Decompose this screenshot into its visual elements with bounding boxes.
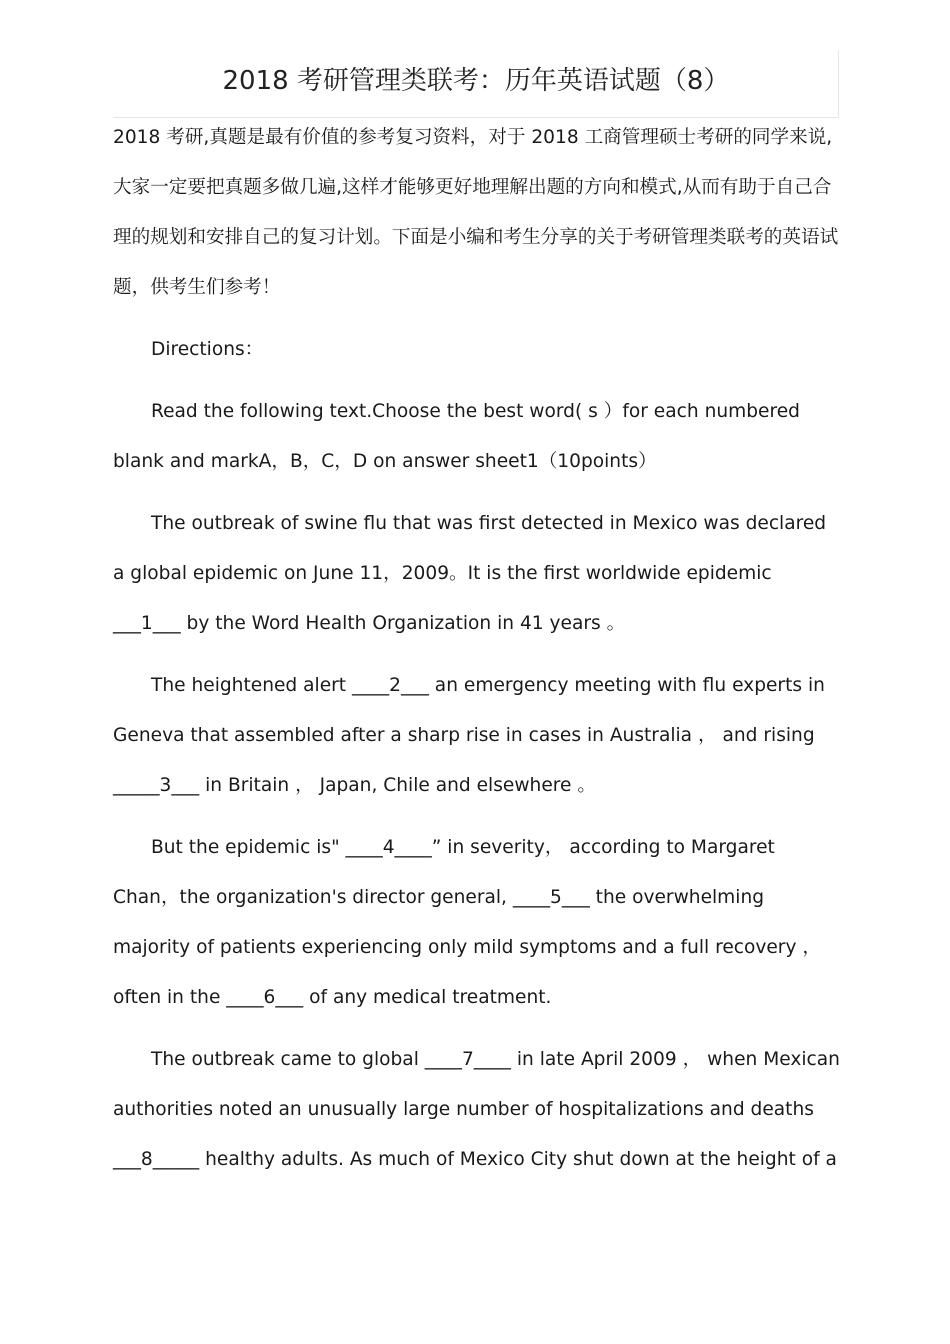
passage-paragraph-1: The outbreak of swine flu that was first detected in Mexico was declared a global epidemic on June 11，2009。It is the first worldwide epidemic ___1___ by the Word Health Organization in 41 years 。 bbox=[113, 513, 827, 634]
title-box bbox=[113, 50, 839, 118]
document-body bbox=[113, 113, 841, 1197]
page-title: 2018 考研管理类联考：历年英语试题（8） bbox=[222, 66, 730, 96]
passage-paragraph-3: But the epidemic is" ____4____” in severity， according to Margaret Chan，the organization's director general, ____5___ the overwhelming majority of patients experiencing only mild symptoms and a full recovery ， often in the ____6___ of any medical treatment. bbox=[113, 837, 821, 1008]
intro-paragraph: 2018 考研,真题是最有价值的参考复习资料，对于 2018 工商管理硕士考研的同学来说,大家一定要把真题多做几遍,这样才能够更好地理解出题的方向和模式,从而有助于自己合理的规划和安排自己的复习计划。下面是小编和考生分享的关于考研管理类联考的英语试题，供考生们参考！ bbox=[113, 127, 839, 298]
passage-paragraph-4: The outbreak came to global ____7____ in late April 2009 ， when Mexican authorities noted an unusually large number of hospitalizations and deaths ___8_____ healthy adults. As much of Mexico City shut down at the height of a bbox=[113, 1049, 840, 1170]
directions-label: Directions： bbox=[151, 339, 264, 360]
instruction-paragraph: Read the following text.Choose the best word( s ）for each numbered blank and markA，B，C，D on answer sheet1（10points） bbox=[113, 401, 800, 472]
passage-paragraph-2: The heightened alert ____2___ an emergency meeting with flu experts in Geneva that assembled after a sharp rise in cases in Australia ， and rising _____3___ in Britain ， Japan, Chile and elsewhere 。 bbox=[113, 675, 825, 796]
